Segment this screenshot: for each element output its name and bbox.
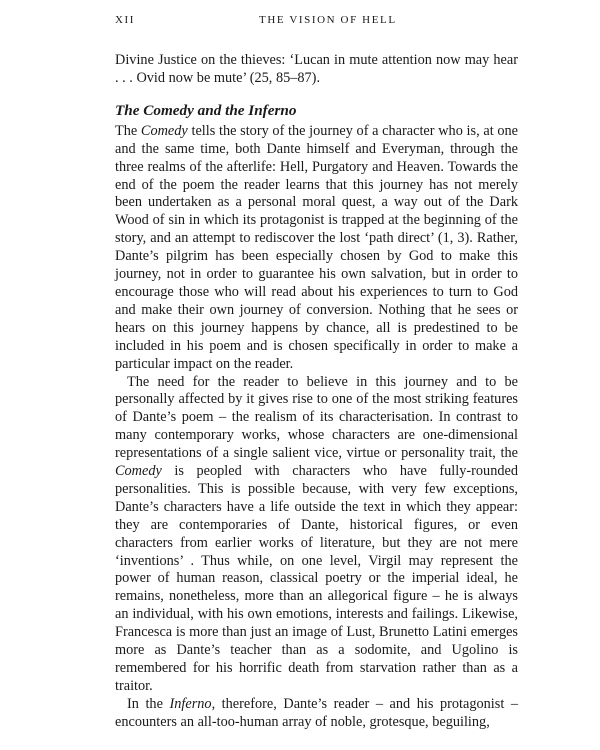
running-title: THE VISION OF HELL: [259, 14, 397, 26]
paragraph-3-after: , therefore, Dante’s reader – and his protagonist – encounters an all-too-human array of noble, grotesque, beguiling,: [115, 695, 518, 730]
paragraph-1-text: tells the story of the journey of a character who is, at one and the same time, both Dante himself and Everyman, through the three realms of the afterlife: Hell, Purgatory and Heaven. Towards the end of the poem the reader learns that this journey has not merely been undertaken as a personal moral quest, a way out of the Dark Wood of sin in which its protagonist is trapped at the beginning of the story, and an attempt to rediscover the lost ‘path direct’ (1, 3). Rather, Dante’s pilgrim has been especially chosen by God to make this journey, not in order to guarantee his own salvation, but in order to encourage those who will read about his experiences to turn to God and make their own journey of conversion. Nothing that he sees or hears on this journey happens by chance, all is predestined to be included in his poem and is chosen specifically in order to make a particular impact on the reader.: [115, 122, 518, 372]
running-head: [115, 14, 515, 34]
paragraph-1-lead: The: [115, 122, 141, 139]
paragraph-2-before: The need for the reader to believe in this journey and to be personally affected by it gives rise to one of the most striking features of Dante’s poem – the realism of its characterisation. In contrast to many contemporary works, whose characters are one-dimensional representations of a single salient vice, virtue or personality trait, the: [115, 373, 518, 462]
paragraph-2-italic: Comedy: [115, 463, 162, 480]
paragraph-3-italic: Inferno: [169, 695, 212, 712]
paragraph-3: [115, 696, 518, 732]
continued-paragraph: Divine Justice on the thieves: ‘Lucan in mute attention now may hear . . . Ovid now be mute’ (25, 85–87).: [115, 52, 518, 86]
paragraph-2-after: is peopled with characters who have fully-rounded personalities. This is possible because, with very few exceptions, Dante’s characters have a life outside the text in which they appear: they are contemporaries of Dante, historical figures, or even characters from earlier works of literature, but they are not mere ‘inventions’ . Thus while, on one level, Virgil may represent the power of human reason, classical poetry or the imperial ideal, he remains, nonetheless, more than an allegorical figure – he is always an individual, with his own emotions, interests and failings. Likewise, Francesca is more than just an image of Lust, Brunetto Latini emerges more as Dante’s teacher than as a sodomite, and Ugolino is remembered for his horrific death from starvation rather than as a traitor.: [115, 463, 518, 694]
paragraph-1-italic: Comedy: [140, 122, 188, 139]
paragraph-3-before: In the: [127, 695, 170, 712]
page-number: XII: [115, 14, 136, 26]
paragraph-2: [115, 374, 518, 696]
paragraph-1: [115, 123, 518, 374]
section-heading: The Comedy and the Inferno: [115, 101, 297, 119]
body-text: [115, 52, 518, 732]
